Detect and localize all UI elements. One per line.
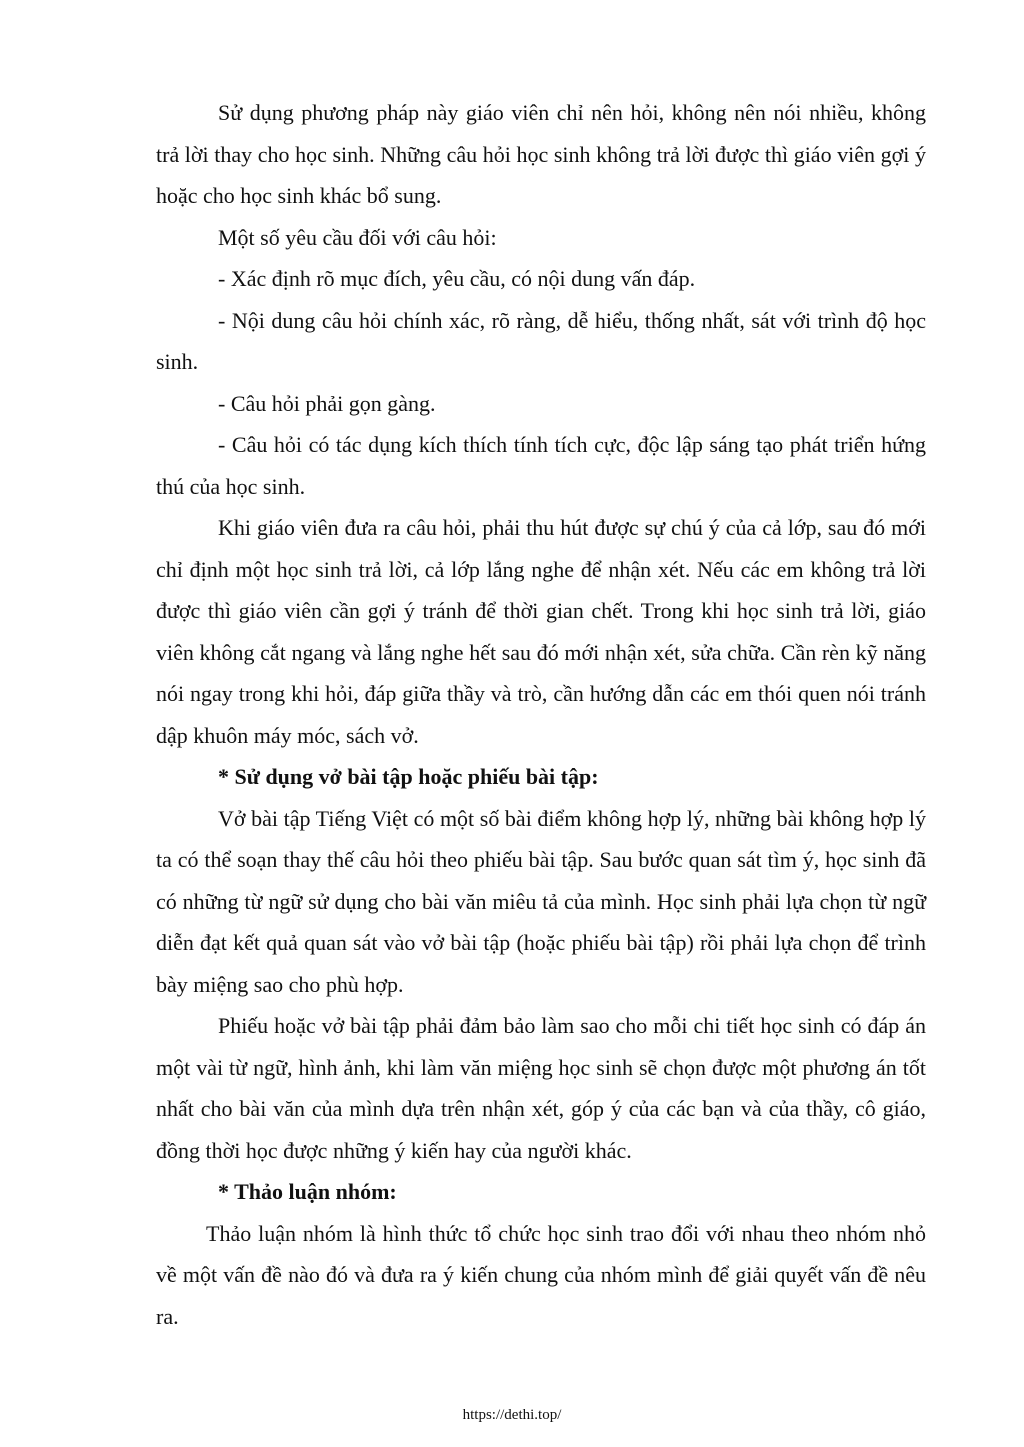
paragraph-teacher-asking: Khi giáo viên đưa ra câu hỏi, phải thu hút được sự chú ý của cả lớp, sau đó mới chỉ định một học sinh trả lời, cả lớp lắng nghe để nhận xét. Nếu các em không trả lời được thì giáo viên cần gợi ý tránh để thời gian chết. Trong khi học sinh trả lời, giáo viên không cắt ngang và lắng nghe hết sau đó mới nhận xét, sửa chữa. Cần rèn kỹ năng nói ngay trong khi hỏi, đáp giữa thầy và trò, cần hướng dẫn các em thói quen nói tránh dập khuôn máy móc, sách vở. [156,515,926,748]
paragraph-teaching-method: Sử dụng phương pháp này giáo viên chỉ nên hỏi, không nên nói nhiều, không trả lời thay cho học sinh. Những câu hỏi học sinh không trả lời được thì giáo viên gợi ý hoặc cho học sinh khác bổ sung. [156,100,926,208]
document-body [156,92,926,1337]
list-item-purpose: - Xác định rõ mục đích, yêu cầu, có nội dung vấn đáp. [218,266,696,291]
paragraph-worksheet: Phiếu hoặc vở bài tập phải đảm bảo làm sao cho mỗi chi tiết học sinh có đáp án một vài từ ngữ, hình ảnh, khi làm văn miệng học sinh sẽ chọn được một phương án tốt nhất cho bài văn của mình dựa trên nhận xét, góp ý của các bạn và của thầy, cô giáo, đồng thời học được những ý kiến hay của người khác. [156,1013,926,1163]
section-heading-group-discussion: * Thảo luận nhóm: [218,1179,397,1204]
list-item-stimulating: - Câu hỏi có tác dụng kích thích tính tích cực, độc lập sáng tạo phát triển hứng thú của học sinh. [156,432,926,499]
section-heading-workbook: * Sử dụng vở bài tập hoặc phiếu bài tập: [218,764,599,789]
footer-url: https://dethi.top/ [462,1407,562,1423]
paragraph-workbook: Vở bài tập Tiếng Việt có một số bài điểm không hợp lý, những bài không hợp lý ta có thể soạn thay thế câu hỏi theo phiếu bài tập. Sau bước quan sát tìm ý, học sinh đã có những từ ngữ sử dụng cho bài văn miêu tả của mình. Học sinh phải lựa chọn từ ngữ diễn đạt kết quả quan sát vào vở bài tập (hoặc phiếu bài tập) rồi phải lựa chọn để trình bày miệng sao cho phù hợp. [156,805,926,997]
paragraph-question-requirements-intro: Một số yêu cầu đối với câu hỏi: [218,224,497,250]
list-item-content-accuracy: - Nội dung câu hỏi chính xác, rõ ràng, dễ hiểu, thống nhất, sát với trình độ học sinh. [156,307,926,374]
list-item-concise: - Câu hỏi phải gọn gàng. [218,390,436,416]
paragraph-group-discussion: Thảo luận nhóm là hình thức tổ chức học sinh trao đổi với nhau theo nhóm nhỏ về một vấn đề nào đó và đưa ra ý kiến chung của nhóm mình để giải quyết vấn đề nêu ra. [156,1220,926,1329]
